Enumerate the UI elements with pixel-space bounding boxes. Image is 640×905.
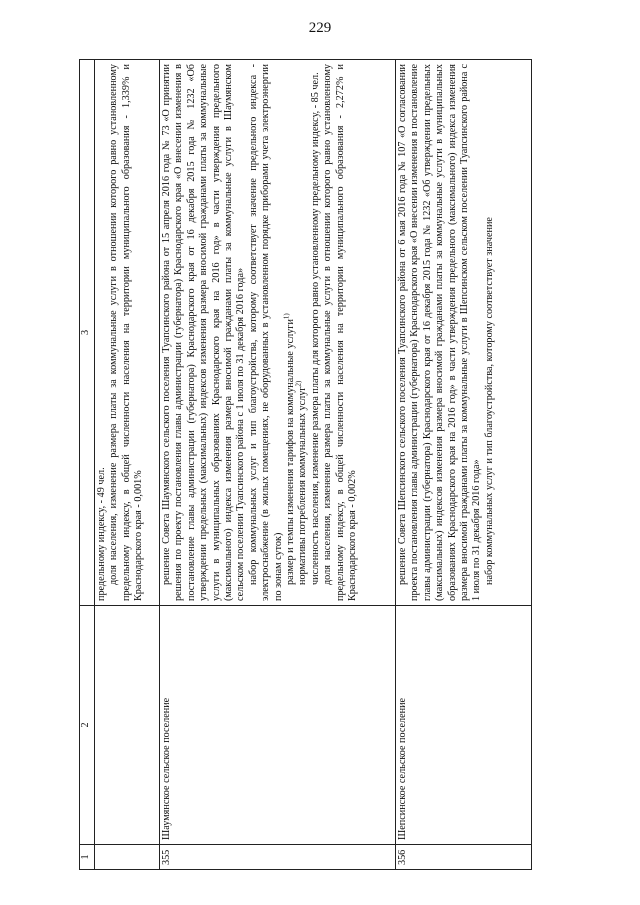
detail-paragraph: решение Совета Шаумянского сельского поселения Туапсинского района от 15 апреля 2016 года № 73 «О принятии решения по проекту постановления главы администрации (губернатора) Краснодарского края «О внесении изменения в постановление главы администрации (губернатора) Краснодарского края от 16 декабря 2015 года № 1232 «Об утверждении предельных (максимальных) индексов изменения размера вносимой гражданами платы за коммунальные услуги в муниципальных образованиях Краснодарского края на 2016 год» в части утверждения предельного (максимального) индекса изменения размера вносимой гражданами платы за коммунальные услуги в Шаумянском сельском поселении Туапсинского района с 1 июля по 31 декабря 2016 года» <box>161 64 247 601</box>
table-row <box>396 60 532 870</box>
detail-paragraph <box>297 64 309 601</box>
row-details <box>95 60 160 606</box>
table-row <box>160 60 396 870</box>
footnote-mark: 2) <box>295 380 304 387</box>
detail-text: размер и темпы изменения тарифов на коммунальные услуги <box>285 319 297 585</box>
detail-paragraph: доля населения, изменение размера платы за коммунальные услуги в отношении которого равно установленному предельному индексу, в общей численности населения на территории муниципального образования - 2,272% и Краснодарского края - 0,002% <box>322 64 359 601</box>
detail-paragraph: набор коммунальных услуг и тип благоустройства, которому соответствует значение предельного индекса - электроснабжение (в жилых помещениях, не оборудованных в установленном порядке приборами учета электроэнергии по зонам суток) <box>247 64 284 601</box>
detail-paragraph: доля населения, изменение размера платы за коммунальные услуги в отношении которого равно установленному предельному индексу, в общей численности населения на территории муниципального образования - 1,339% и Краснодарского края - 0,001% <box>108 64 145 601</box>
settlement-name: Шаумянское сельское поселение <box>160 606 396 845</box>
detail-text: нормативы потребления коммунальных услуг <box>297 386 309 585</box>
page-number: 229 <box>308 20 332 36</box>
settlement-name <box>95 606 160 845</box>
row-details <box>396 60 532 606</box>
settlement-name: Шепсинское сельское поселение <box>396 606 532 845</box>
detail-paragraph: решение Совета Шепсинского сельского поселения Туапсинского района от 6 мая 2016 года № 107 «О согласовании проекта постановления главы администрации (губернатора) Краснодарского края «О внесении изменения в постановление главы администрации (губернатора) Краснодарского края от 16 декабря 2015 года № 1232 «Об утверждении предельных (максимальных) индексов изменения размера вносимой гражданами платы за коммунальные услуги в муниципальных образованиях Краснодарского края на 2016 год» в части утверждения предельного (максимального) индекса изменения размера вносимой гражданами платы за коммунальные услуги в Шепсинском сельском поселении Туапсинского района с 1 июля по 31 декабря 2016 года» <box>397 64 483 601</box>
row-number: 356 <box>396 845 532 870</box>
table-header-row <box>80 60 95 870</box>
detail-paragraph <box>282 64 297 601</box>
detail-paragraph: набор коммунальных услуг и тип благоустройства, которому соответствует значение <box>483 217 495 585</box>
table-row <box>95 60 160 870</box>
detail-paragraph: численность населения, изменение размера платы для которого равно установленному предельному индексу, - 85 чел. <box>309 72 321 585</box>
rotated-table-container <box>79 63 532 870</box>
row-number <box>95 845 160 870</box>
municipal-index-table <box>79 59 532 870</box>
footnote-mark: 1) <box>282 313 291 320</box>
header-col-1: 1 <box>80 845 95 870</box>
header-col-3: 3 <box>80 60 95 606</box>
detail-paragraph: предельному индексу, - 49 чел. <box>96 467 107 601</box>
header-col-2: 2 <box>80 606 95 845</box>
row-number: 355 <box>160 845 396 870</box>
row-details <box>160 60 396 606</box>
